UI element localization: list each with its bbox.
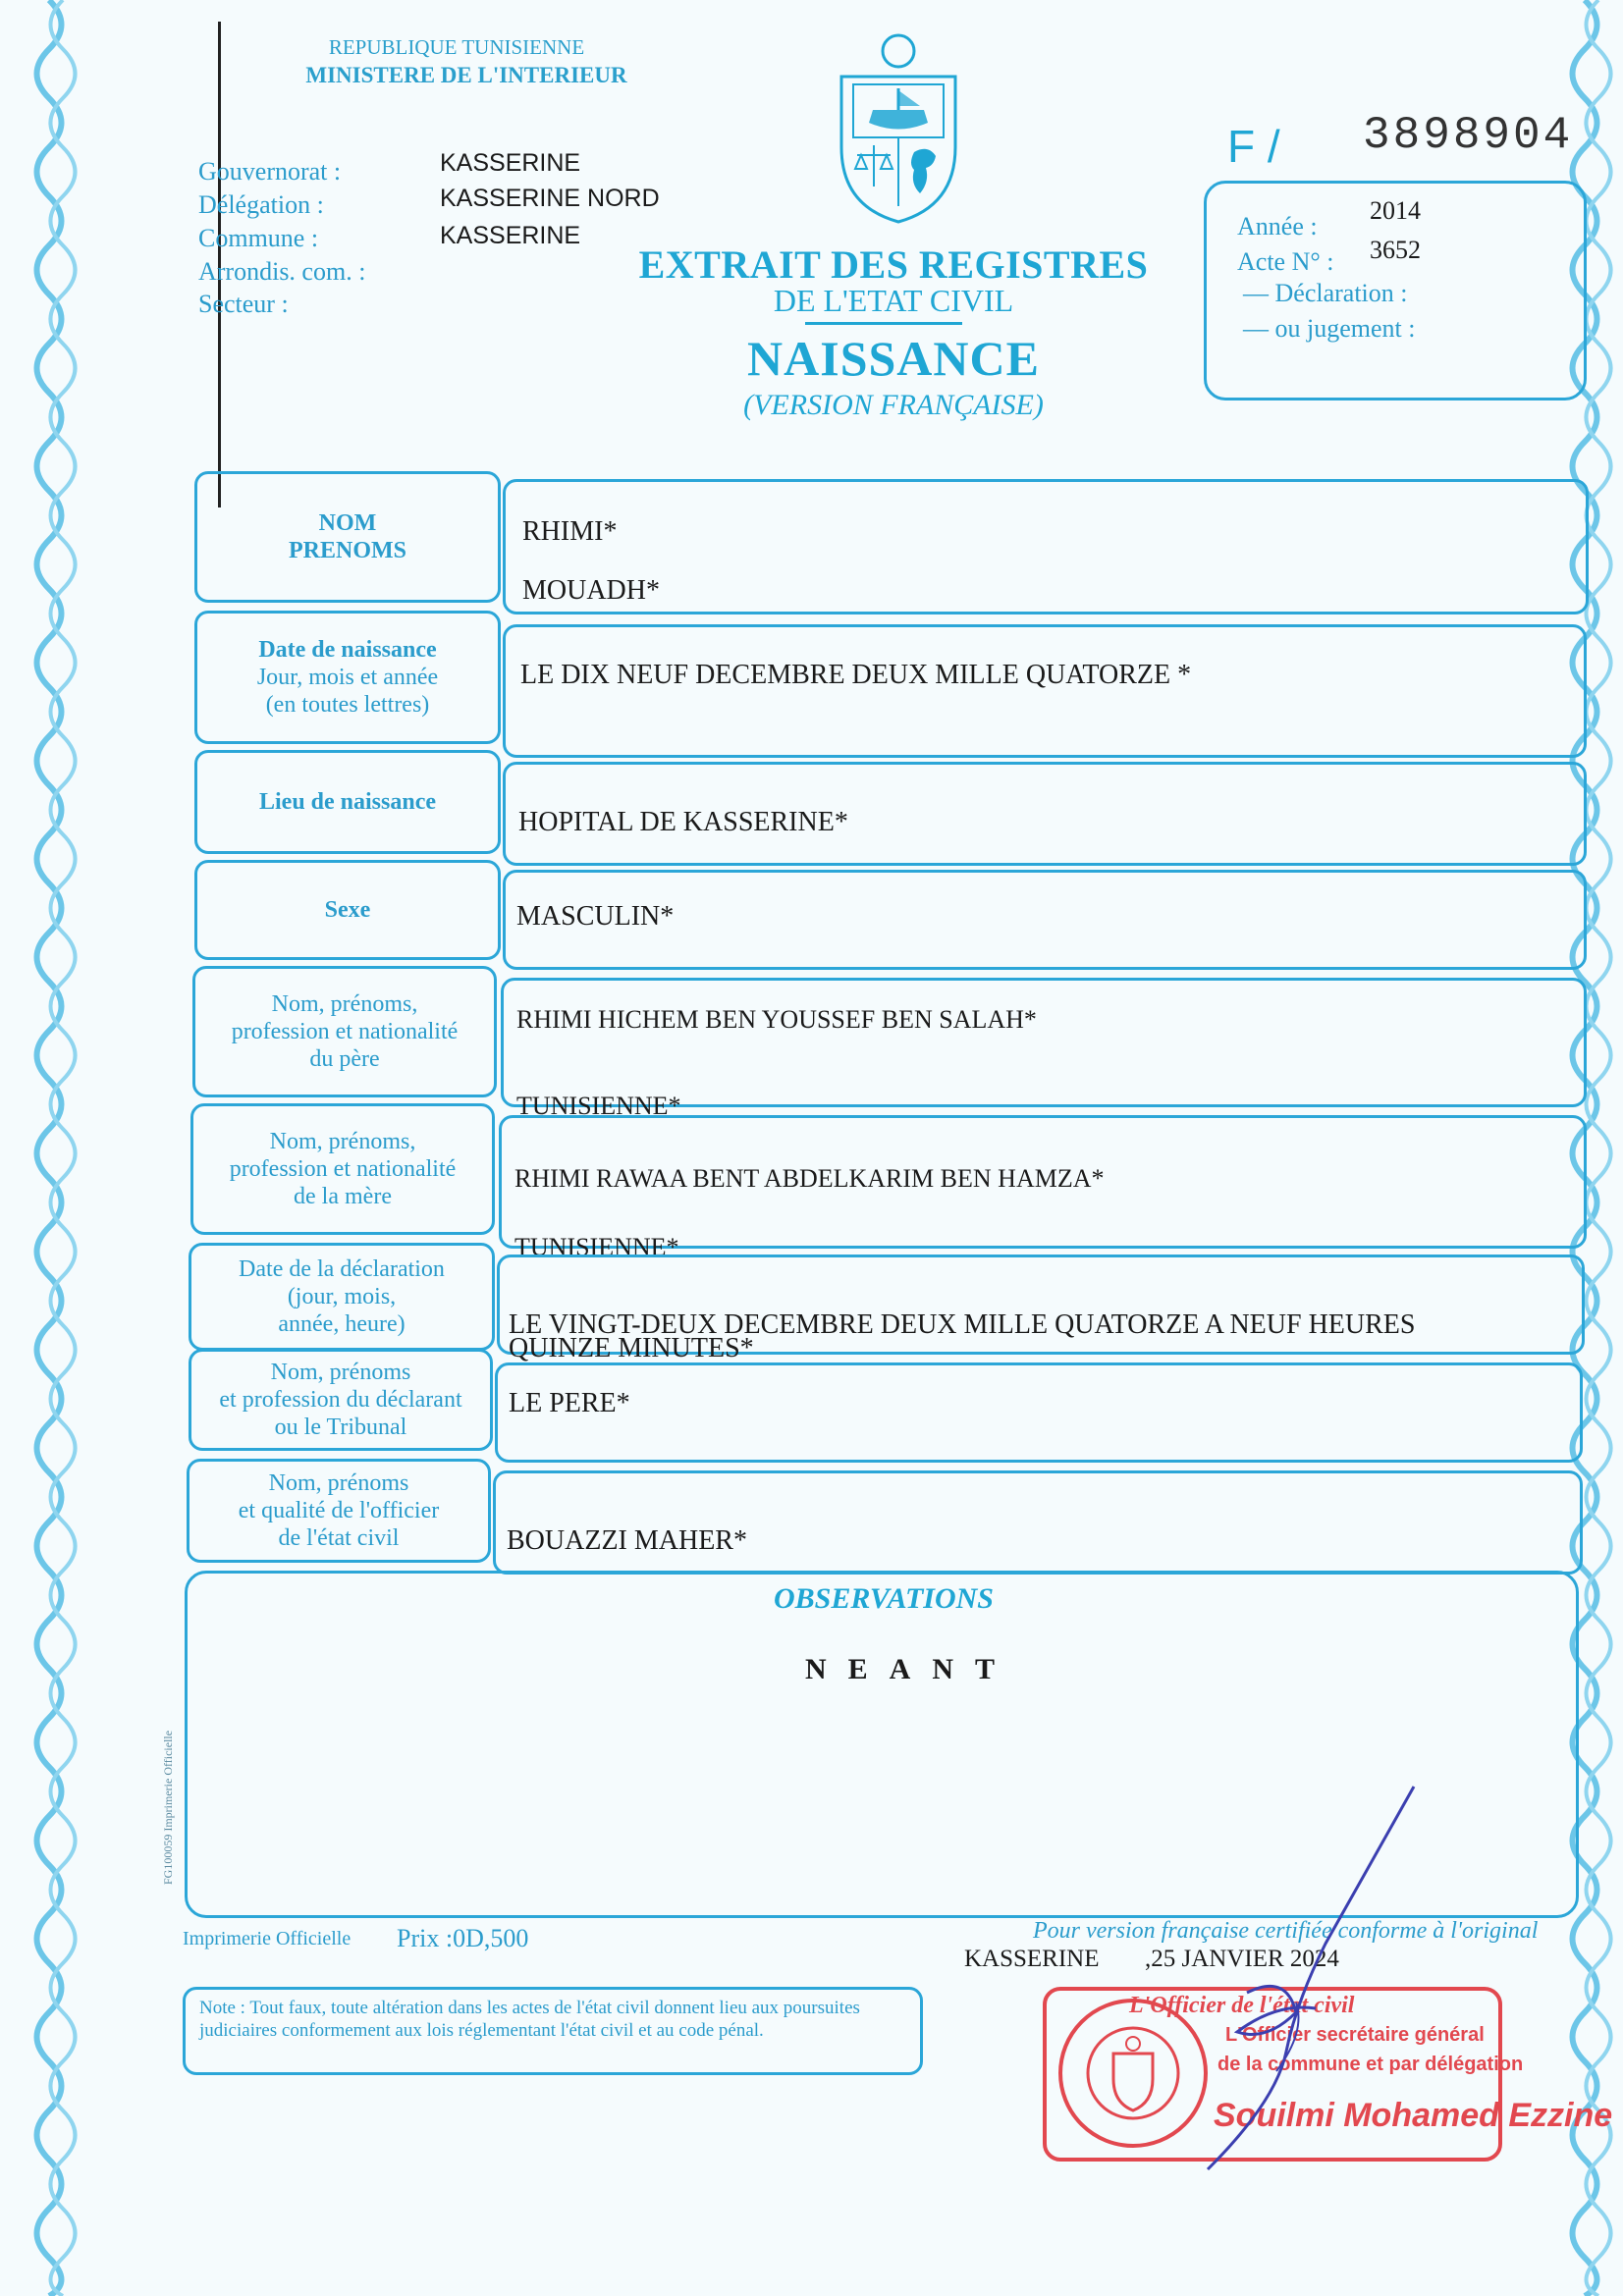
declarant-value-box <box>495 1362 1583 1463</box>
annee-value: 2014 <box>1370 196 1421 225</box>
pere-value-box <box>501 978 1587 1107</box>
sexe-label: Sexe <box>324 896 371 923</box>
stamp-title: L'Officier de l'état civil <box>1129 1993 1355 2018</box>
commune-value: KASSERINE <box>440 222 581 249</box>
declarant-label-2: et profession du déclarant <box>219 1386 462 1413</box>
gouvernorat-label: Gouvernorat : <box>198 157 342 186</box>
price-label: Prix :0D,500 <box>397 1924 529 1952</box>
declaration-label: — Déclaration : <box>1243 279 1408 307</box>
declarant-label-3: ou le Tribunal <box>274 1415 407 1441</box>
observations-title: OBSERVATIONS <box>774 1582 994 1615</box>
mere-label-2: profession et nationalité <box>229 1155 457 1182</box>
pere-label-3: du père <box>309 1046 380 1073</box>
secteur-label: Secteur : <box>198 290 289 318</box>
issue-place: KASSERINE <box>964 1946 1100 1972</box>
declaration-date-value-2: QUINZE MINUTES* <box>509 1333 754 1363</box>
delegation-label: Délégation : <box>198 190 324 219</box>
declaration-date-label-3: année, heure) <box>278 1311 406 1338</box>
sexe-value: MASCULIN* <box>516 901 675 932</box>
declarant-value: LE PERE* <box>509 1388 630 1418</box>
date-naissance-sublabel2: (en toutes lettres) <box>265 692 430 719</box>
pere-label-2: profession et nationalité <box>231 1018 459 1044</box>
delegation-value: KASSERINE NORD <box>440 185 660 212</box>
serial-number: 3898904 <box>1363 110 1574 161</box>
officier-value: BOUAZZI MAHER* <box>507 1525 747 1556</box>
pere-label-1: Nom, prénoms, <box>271 990 418 1017</box>
date-naissance-label: Date de naissance <box>258 636 437 663</box>
ministry-label: MINISTERE DE L'INTERIEUR <box>305 63 627 87</box>
declaration-date-value-1: LE VINGT-DEUX DECEMBRE DEUX MILLE QUATORZE A NEUF HEURES <box>509 1309 1416 1340</box>
lieu-value: HOPITAL DE KASSERINE* <box>518 807 848 837</box>
officier-label-box <box>187 1459 491 1563</box>
declarant-label-box <box>189 1349 493 1451</box>
serial-prefix: F / <box>1227 121 1280 172</box>
jugement-label: — ou jugement : <box>1243 314 1416 343</box>
sexe-label-box <box>194 860 501 960</box>
observations-value: NEANT <box>805 1653 1017 1685</box>
pere-name-value: RHIMI HICHEM BEN YOUSSEF BEN SALAH* <box>516 1005 1037 1034</box>
date-naissance-label-box <box>194 611 501 744</box>
officier-label-1: Nom, prénoms <box>268 1469 409 1496</box>
officier-value-box <box>493 1470 1583 1575</box>
mere-label-box <box>190 1103 495 1235</box>
mere-name-value: RHIMI RAWAA BENT ABDELKARIM BEN HAMZA* <box>514 1164 1105 1193</box>
officier-label-3: de l'état civil <box>278 1525 400 1552</box>
declaration-date-label-box <box>189 1243 495 1351</box>
declaration-date-label-1: Date de la déclaration <box>239 1255 445 1282</box>
title-naissance: NAISSANCE <box>747 331 1040 386</box>
prenoms-label: PRENOMS <box>289 538 406 563</box>
republic-label: REPUBLIQUE TUNISIENNE <box>328 35 585 59</box>
date-naissance-sublabel: Jour, mois et année <box>256 664 439 690</box>
mere-label-3: de la mère <box>294 1184 392 1210</box>
nom-value-box <box>503 479 1589 614</box>
declaration-date-label-2: (jour, mois, <box>287 1283 397 1309</box>
mere-nationality-value: TUNISIENNE* <box>514 1233 679 1261</box>
pere-nationality-value: TUNISIENNE* <box>516 1092 681 1120</box>
title-version: (VERSION FRANÇAISE) <box>743 389 1044 421</box>
acte-label: Acte N° : <box>1237 247 1334 276</box>
nom-label: NOM <box>318 509 377 536</box>
mere-label-1: Nom, prénoms, <box>269 1128 416 1154</box>
coat-of-arms-icon <box>830 29 967 226</box>
stamp-line-2: de la commune et par délégation <box>1217 2054 1524 2075</box>
declarant-label-1: Nom, prénoms <box>270 1359 411 1385</box>
signature-icon <box>1178 1777 1434 2189</box>
legal-note-text: Tout faux, toute altération dans les actes de l'état civil donnent lieu aux poursuites judiciaires conformement aux lois réglementant l'état civil et au code pénal. <box>199 1998 860 2041</box>
pere-label-box <box>192 966 497 1097</box>
date-naissance-value: LE DIX NEUF DECEMBRE DEUX MILLE QUATORZE * <box>520 660 1192 690</box>
title-etat-civil: DE L'ETAT CIVIL <box>773 283 1014 318</box>
stamp-officer-name: Souilmi Mohamed Ezzine <box>1214 2097 1613 2134</box>
lieu-label: Lieu de naissance <box>258 788 437 815</box>
printer-label: Imprimerie Officielle <box>183 1928 352 1949</box>
issue-date: ,25 JANVIER 2024 <box>1145 1946 1339 1972</box>
lieu-label-box <box>194 750 501 854</box>
gouvernorat-value: KASSERINE <box>440 149 581 177</box>
commune-label: Commune : <box>198 224 319 252</box>
certification-text: Pour version française certifiée conforme à l'original <box>1033 1918 1539 1944</box>
stamp-line-1: L'Officier secrétaire général <box>1225 2024 1485 2046</box>
title-divider <box>805 322 962 325</box>
date-naissance-value-box <box>503 624 1587 758</box>
left-guilloche-border <box>29 0 88 2296</box>
acte-value: 3652 <box>1370 236 1421 264</box>
legal-note-box <box>183 1987 923 2075</box>
annee-label: Année : <box>1237 212 1318 240</box>
legal-note-prefix: Note : <box>199 1998 245 2018</box>
nom-label-box <box>194 471 501 603</box>
officier-label-2: et qualité de l'officier <box>238 1497 440 1523</box>
arrondis-label: Arrondis. com. : <box>198 257 366 286</box>
title-extrait: EXTRAIT DES REGISTRES <box>638 242 1149 287</box>
prenoms-value: MOUADH* <box>522 575 660 606</box>
printer-code-vertical: FG100059 Imprimerie Officielle <box>161 1730 175 1885</box>
nom-value: RHIMI* <box>522 516 618 547</box>
